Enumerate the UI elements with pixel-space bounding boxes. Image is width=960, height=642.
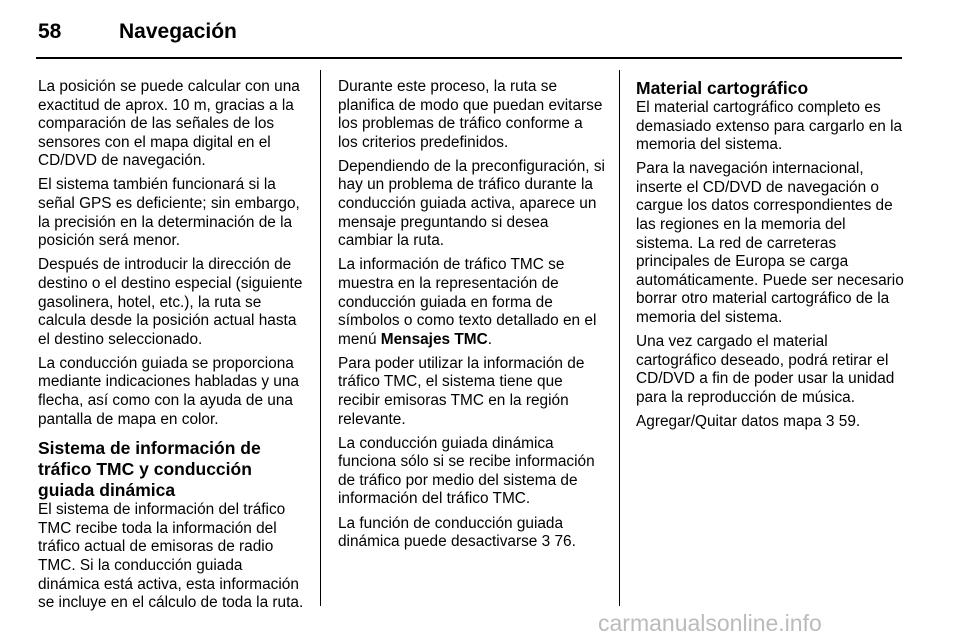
page-number: 58 — [38, 20, 62, 43]
paragraph: El sistema también funcionará si la señal GPS es deficiente; sin embargo, la precisión en la determinación de la posición será menor. — [38, 176, 300, 250]
paragraph: El sistema de información del tráfico TMC recibe toda la información del tráfico actual de emisoras de radio TMC. Si la conducción guiada dinámica está activa, esta información se incluye en el cálculo de toda la ruta. — [38, 501, 304, 612]
column-2 — [338, 78, 606, 557]
paragraph: El material cartográfico completo es demasiado extenso para cargarlo en la memoria del sistema. — [636, 99, 903, 154]
paragraph: Dependiendo de la preconfiguración, si hay un problema de tráfico durante la conducción guiada activa, aparece un mensaje preguntando si desea cambiar la ruta. — [338, 157, 605, 250]
column-1 — [38, 78, 308, 618]
paragraph: La conducción guiada dinámica funciona sólo si se recibe información de tráfico por medio del sistema de información del tráfico TMC. — [338, 434, 595, 508]
section-heading-tmc: Sistema de información de tráfico TMC y conducción guiada dinámica — [38, 438, 261, 501]
paragraph-text: Agregar/Quitar datos mapa — [636, 413, 826, 430]
page-reference[interactable]: 76. — [550, 533, 576, 551]
paragraph-text: La información de tráfico TMC se muestra en la representación de conducción guiada en forma de símbolos o como texto detallado en el menú — [338, 256, 597, 348]
page-reference-arrow-icon[interactable]: 3 — [825, 413, 835, 430]
paragraph — [636, 413, 906, 432]
section-heading-maps: Material cartográfico — [636, 78, 809, 98]
paragraph — [338, 515, 606, 552]
paragraph: La posición se puede calcular con una exactitud de aprox. 10 m, gracias a la comparación de las señales de los sensores con el mapa digital en el CD/DVD de navegación. — [38, 78, 300, 170]
paragraph: Durante este proceso, la ruta se planifica de modo que puedan evitarse los problemas de tráfico conforme a los criterios predefinidos. — [338, 78, 603, 151]
column-divider-2 — [619, 70, 620, 606]
paragraph: Después de introducir la dirección de destino o el destino especial (siguiente gasolinera, hotel, etc.), la ruta se calcula desde la posición actual hasta el destino seleccionado. — [38, 256, 303, 348]
paragraph: Para poder utilizar la información de tráfico TMC, el sistema tiene que recibir emisoras TMC en la región relevante. — [338, 354, 585, 428]
paragraph: Una vez cargado el material cartográfico deseado, podrá retirar el CD/DVD a fin de poder usar la unidad para la reproducción de música. — [636, 333, 895, 406]
menu-reference: Mensajes TMC — [380, 330, 488, 348]
paragraph — [338, 256, 606, 349]
column-3 — [636, 78, 906, 437]
column-divider-1 — [320, 70, 321, 606]
watermark: carmanualsonline.info — [598, 610, 822, 636]
paragraph-text: La función de conducción guiada dinámica puede desactivarse — [338, 514, 564, 551]
page-reference-arrow-icon[interactable]: 3 — [541, 533, 551, 551]
page-title: Navegación — [119, 20, 237, 43]
paragraph: La conducción guiada se proporciona mediante indicaciones habladas y una flecha, así como con la ayuda de una pantalla de mapa en color. — [38, 354, 299, 428]
page-reference[interactable]: 59. — [834, 413, 861, 430]
header-rule — [36, 57, 902, 59]
paragraph-end: . — [487, 330, 492, 348]
paragraph: Para la navegación internacional, inserte el CD/DVD de navegación o cargue los datos correspondientes de las regiones en la memoria del sistema. La red de carreteras principales de Europa se carga automáticamente. Puede ser necesario borrar otro material cartográfico de la memoria del sistema. — [636, 160, 904, 327]
